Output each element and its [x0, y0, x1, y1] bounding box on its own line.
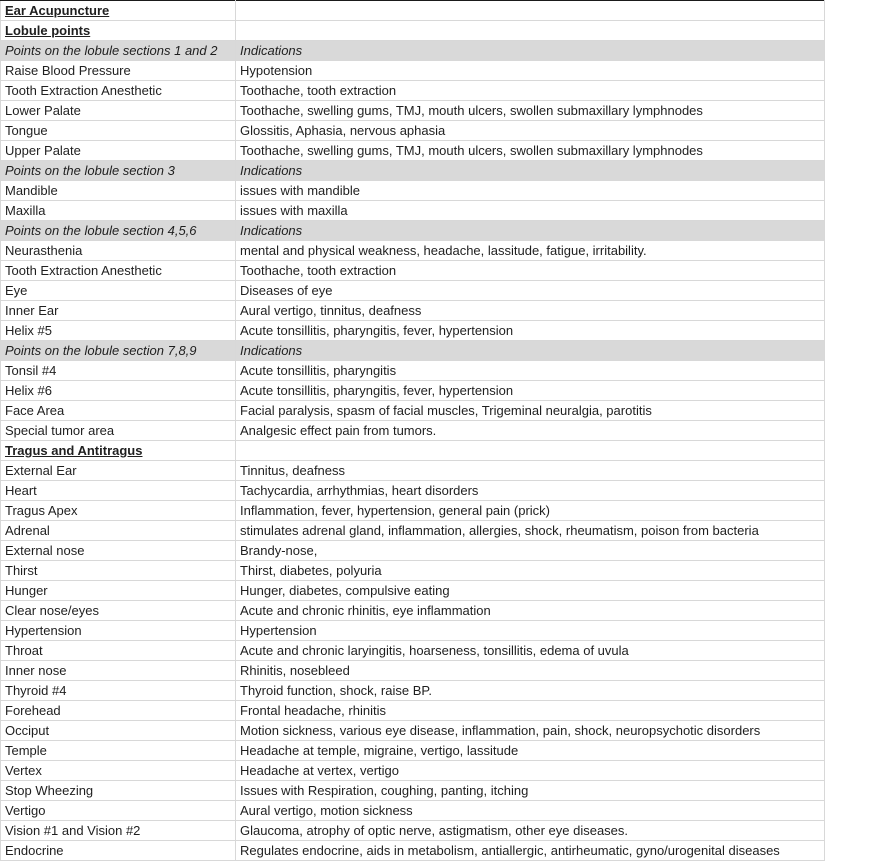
indications-cell: Hypertension [236, 621, 825, 641]
point-name-cell: Heart [1, 481, 236, 501]
table-row [1, 821, 825, 841]
point-name-cell: Hypertension [1, 621, 236, 641]
indications-cell: Toothache, swelling gums, TMJ, mouth ulcers, swollen submaxillary lymphnodes [236, 141, 825, 161]
point-name-cell: Helix #5 [1, 321, 236, 341]
indications-cell: Issues with Respiration, coughing, panting, itching [236, 781, 825, 801]
group-title-row [1, 1, 825, 21]
indications-cell: Hypotension [236, 61, 825, 81]
table-row [1, 381, 825, 401]
table-row [1, 421, 825, 441]
point-name-cell: Mandible [1, 181, 236, 201]
point-name-cell: Thyroid #4 [1, 681, 236, 701]
table-row [1, 601, 825, 621]
indications-cell: Facial paralysis, spasm of facial muscles, Trigeminal neuralgia, parotitis [236, 401, 825, 421]
table-row [1, 741, 825, 761]
section-title-cell: Points on the lobule sections 1 and 2 [1, 41, 236, 61]
section-title-cell: Points on the lobule section 7,8,9 [1, 341, 236, 361]
section-title-cell: Points on the lobule section 3 [1, 161, 236, 181]
table-row [1, 461, 825, 481]
indications-cell: Frontal headache, rhinitis [236, 701, 825, 721]
table-row [1, 101, 825, 121]
indications-cell [236, 1, 825, 21]
point-name-cell: Face Area [1, 401, 236, 421]
table-row [1, 581, 825, 601]
table-row [1, 561, 825, 581]
table-row [1, 761, 825, 781]
indications-cell [236, 441, 825, 461]
section-header-row [1, 41, 825, 61]
point-name-cell: Inner nose [1, 661, 236, 681]
table-row [1, 481, 825, 501]
point-name-cell: Inner Ear [1, 301, 236, 321]
table-row [1, 501, 825, 521]
point-name-cell: Neurasthenia [1, 241, 236, 261]
indications-cell: Aural vertigo, motion sickness [236, 801, 825, 821]
point-name-cell: Forehead [1, 701, 236, 721]
table-row [1, 721, 825, 741]
table-row [1, 361, 825, 381]
table-row [1, 321, 825, 341]
indications-cell: Toothache, swelling gums, TMJ, mouth ulcers, swollen submaxillary lymphnodes [236, 101, 825, 121]
point-name-cell: Occiput [1, 721, 236, 741]
indications-cell: issues with maxilla [236, 201, 825, 221]
table-row [1, 401, 825, 421]
indications-cell: Acute tonsillitis, pharyngitis, fever, hypertension [236, 381, 825, 401]
indications-header-cell: Indications [236, 221, 825, 241]
table-row [1, 841, 825, 861]
point-name-cell: Tooth Extraction Anesthetic [1, 261, 236, 281]
indications-cell: Diseases of eye [236, 281, 825, 301]
section-header-row [1, 341, 825, 361]
point-name-cell: Tonsil #4 [1, 361, 236, 381]
table-row [1, 681, 825, 701]
indications-cell [236, 21, 825, 41]
indications-cell: Headache at temple, migraine, vertigo, lassitude [236, 741, 825, 761]
indications-cell: Aural vertigo, tinnitus, deafness [236, 301, 825, 321]
indications-cell: Rhinitis, nosebleed [236, 661, 825, 681]
table-row [1, 61, 825, 81]
section-title-cell: Points on the lobule section 4,5,6 [1, 221, 236, 241]
indications-cell: Tachycardia, arrhythmias, heart disorders [236, 481, 825, 501]
table-row [1, 541, 825, 561]
table-row [1, 181, 825, 201]
table-row [1, 261, 825, 281]
indications-cell: Glaucoma, atrophy of optic nerve, astigmatism, other eye diseases. [236, 821, 825, 841]
indications-cell: Toothache, tooth extraction [236, 81, 825, 101]
point-name-cell: Tragus Apex [1, 501, 236, 521]
table-row [1, 141, 825, 161]
indications-header-cell: Indications [236, 341, 825, 361]
point-name-cell: Maxilla [1, 201, 236, 221]
table-body [1, 1, 825, 861]
section-header-row [1, 221, 825, 241]
point-name-cell: Adrenal [1, 521, 236, 541]
indications-cell: Inflammation, fever, hypertension, general pain (prick) [236, 501, 825, 521]
table-row [1, 661, 825, 681]
indications-cell: Hunger, diabetes, compulsive eating [236, 581, 825, 601]
indications-cell: Glossitis, Aphasia, nervous aphasia [236, 121, 825, 141]
indications-cell: Brandy-nose, [236, 541, 825, 561]
indications-cell: Acute tonsillitis, pharyngitis, fever, hypertension [236, 321, 825, 341]
indications-cell: Analgesic effect pain from tumors. [236, 421, 825, 441]
indications-cell: Thirst, diabetes, polyuria [236, 561, 825, 581]
point-name-cell: Vision #1 and Vision #2 [1, 821, 236, 841]
table-row [1, 621, 825, 641]
point-name-cell: Thirst [1, 561, 236, 581]
indications-cell: Headache at vertex, vertigo [236, 761, 825, 781]
table-row [1, 641, 825, 661]
point-name-cell: Special tumor area [1, 421, 236, 441]
point-name-cell: Raise Blood Pressure [1, 61, 236, 81]
point-name-cell: Hunger [1, 581, 236, 601]
table-row [1, 801, 825, 821]
point-name-cell: External nose [1, 541, 236, 561]
table-row [1, 201, 825, 221]
point-name-cell: Tongue [1, 121, 236, 141]
point-name-cell: Tooth Extraction Anesthetic [1, 81, 236, 101]
point-name-cell: Tragus and Antitragus [1, 441, 236, 461]
point-name-cell: Clear nose/eyes [1, 601, 236, 621]
table-row [1, 521, 825, 541]
point-name-cell: Vertex [1, 761, 236, 781]
point-name-cell: Temple [1, 741, 236, 761]
point-name-cell: Throat [1, 641, 236, 661]
point-name-cell: Vertigo [1, 801, 236, 821]
indications-cell: Acute and chronic laryingitis, hoarseness, tonsillitis, edema of uvula [236, 641, 825, 661]
table-row [1, 281, 825, 301]
point-name-cell: Endocrine [1, 841, 236, 861]
indications-header-cell: Indications [236, 41, 825, 61]
table-row [1, 781, 825, 801]
point-name-cell: Lobule points [1, 21, 236, 41]
group-title-row [1, 441, 825, 461]
indications-cell: Acute tonsillitis, pharyngitis [236, 361, 825, 381]
group-title-row [1, 21, 825, 41]
indications-cell: issues with mandible [236, 181, 825, 201]
table-row [1, 301, 825, 321]
indications-cell: Acute and chronic rhinitis, eye inflammation [236, 601, 825, 621]
point-name-cell: Stop Wheezing [1, 781, 236, 801]
indications-cell: mental and physical weakness, headache, lassitude, fatigue, irritability. [236, 241, 825, 261]
table-row [1, 121, 825, 141]
indications-cell: Thyroid function, shock, raise BP. [236, 681, 825, 701]
point-name-cell: Upper Palate [1, 141, 236, 161]
point-name-cell: Lower Palate [1, 101, 236, 121]
indications-cell: Motion sickness, various eye disease, inflammation, pain, shock, neuropsychotic disorders [236, 721, 825, 741]
point-name-cell: Eye [1, 281, 236, 301]
table-row [1, 81, 825, 101]
indications-cell: Regulates endocrine, aids in metabolism, antiallergic, antirheumatic, gyno/urogenital diseases [236, 841, 825, 861]
indications-cell: Tinnitus, deafness [236, 461, 825, 481]
section-header-row [1, 161, 825, 181]
point-name-cell: Helix #6 [1, 381, 236, 401]
indications-cell: stimulates adrenal gland, inflammation, allergies, shock, rheumatism, poison from bacteria [236, 521, 825, 541]
point-name-cell: Ear Acupuncture [1, 1, 236, 21]
indications-header-cell: Indications [236, 161, 825, 181]
point-name-cell: External Ear [1, 461, 236, 481]
table-row [1, 241, 825, 261]
table-row [1, 701, 825, 721]
indications-cell: Toothache, tooth extraction [236, 261, 825, 281]
